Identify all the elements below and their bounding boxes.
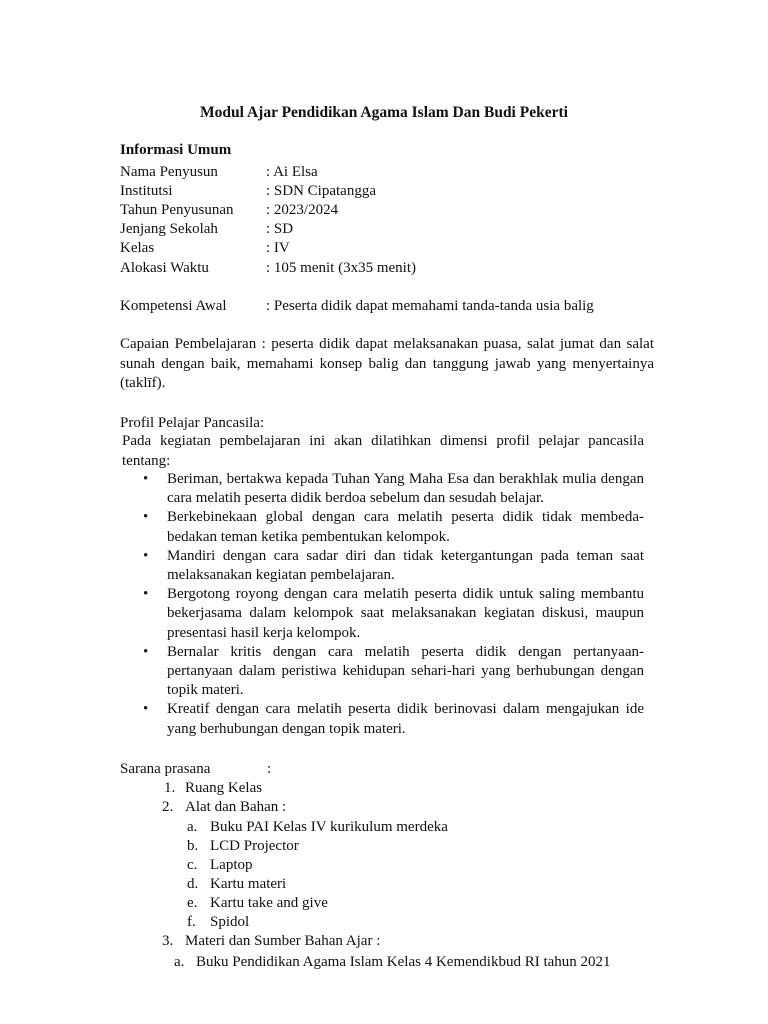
profil-heading: Profil Pelajar Pancasila: [120,415,265,431]
list-item [140,547,644,585]
info-label: Institutsi [120,183,173,199]
list-item-text: Laptop [210,857,253,873]
list-number: a. [187,819,198,835]
kompetensi-value: : Peserta didik dapat memahami tanda-tanda usia balig [266,298,594,314]
bullet-icon: • [143,643,149,660]
sarana-label: Sarana prasana [120,761,211,777]
list-item-text: Bergotong royong dengan cara melatih peserta didik untuk saling membantu bekerjasama dalam kelompok saat melaksanakan kegiatan diskusi, maupun presentasi hasil kerja kelompok. [167,586,644,641]
info-label: Kelas [120,240,155,256]
list-item-text: Beriman, bertakwa kepada Tuhan Yang Maha Esa dan berakhlak mulia dengan cara melatih peserta didik berdoa sebelum dan sesudah belajar. [167,471,644,507]
list-number: b. [187,838,199,854]
list-item-text: LCD Projector [210,838,299,854]
bullet-icon: • [143,509,149,526]
list-number: 1. [164,780,176,796]
bullet-icon: • [143,547,149,564]
info-label: Jenjang Sekolah [120,221,218,237]
list-number: c. [187,857,198,873]
list-item-text: Berkebinekaan global dengan cara melatih peserta didik tidak membeda-bedakan teman ketika pembentukan kelompok. [167,509,644,545]
list-item [140,700,644,738]
kompetensi-label: Kompetensi Awal [120,298,227,314]
info-label: Alokasi Waktu [120,260,209,276]
list-number: e. [187,895,198,911]
list-number: a. [174,954,185,970]
list-number: 3. [162,933,174,949]
bullet-icon: • [143,471,149,487]
list-item [140,643,644,701]
info-value: : 105 menit (3x35 menit) [266,260,416,276]
list-number: d. [187,876,199,892]
list-item [140,470,644,508]
list-item-text: Ruang Kelas [185,780,263,796]
list-number: f. [187,914,196,930]
list-item [140,508,644,546]
list-item-text: Kartu materi [210,876,287,892]
list-item-text: Buku Pendidikan Agama Islam Kelas 4 Kemendikbud RI tahun 2021 [196,954,611,970]
document-title: Modul Ajar Pendidikan Agama Islam Dan Budi Pekerti [200,104,568,121]
info-value: : SD [266,221,294,237]
bullet-icon: • [143,701,149,718]
info-label: Nama Penyusun [120,164,218,180]
info-heading: Informasi Umum [120,142,232,158]
list-item-text: Kartu take and give [210,895,328,911]
info-value: : IV [266,240,290,256]
list-item-text: Materi dan Sumber Bahan Ajar : [185,933,381,949]
list-item-text: Spidol [210,914,250,930]
list-item-text: Alat dan Bahan : [185,799,287,815]
info-value: : Ai Elsa [266,164,318,180]
capaian-paragraph: Capaian Pembelajaran : peserta didik dapat melaksanakan puasa, salat jumat dan salat sunah dengan baik, memahami konsep balig dan tanggung jawab yang menyertainya (taklīf). [120,336,654,391]
list-item [140,585,644,643]
info-value: : 2023/2024 [266,202,339,218]
profil-bullet-list [140,470,644,739]
list-item-text: Kreatif dengan cara melatih peserta didik berinovasi dalam mengajukan ide yang berhubungan dengan topik materi. [167,701,644,737]
info-label: Tahun Penyusunan [120,202,234,218]
info-value: : SDN Cipatangga [266,183,376,199]
profil-intro: Pada kegiatan pembelajaran ini akan dilatihkan dimensi profil pelajar pancasila tentang: [122,433,644,469]
sarana-colon: : [267,761,272,777]
list-item-text: Buku PAI Kelas IV kurikulum merdeka [210,819,448,835]
list-number: 2. [162,799,174,815]
list-item-text: Mandiri dengan cara sadar diri dan tidak ketergantungan pada teman saat melaksanakan kegiatan pembelajaran. [167,547,644,584]
list-item-text: Bernalar kritis dengan cara melatih peserta didik dengan pertanyaan-pertanyaan dalam peristiwa kehidupan sehari-hari yang berhubungan dengan topik materi. [167,643,644,699]
bullet-icon: • [143,586,149,603]
